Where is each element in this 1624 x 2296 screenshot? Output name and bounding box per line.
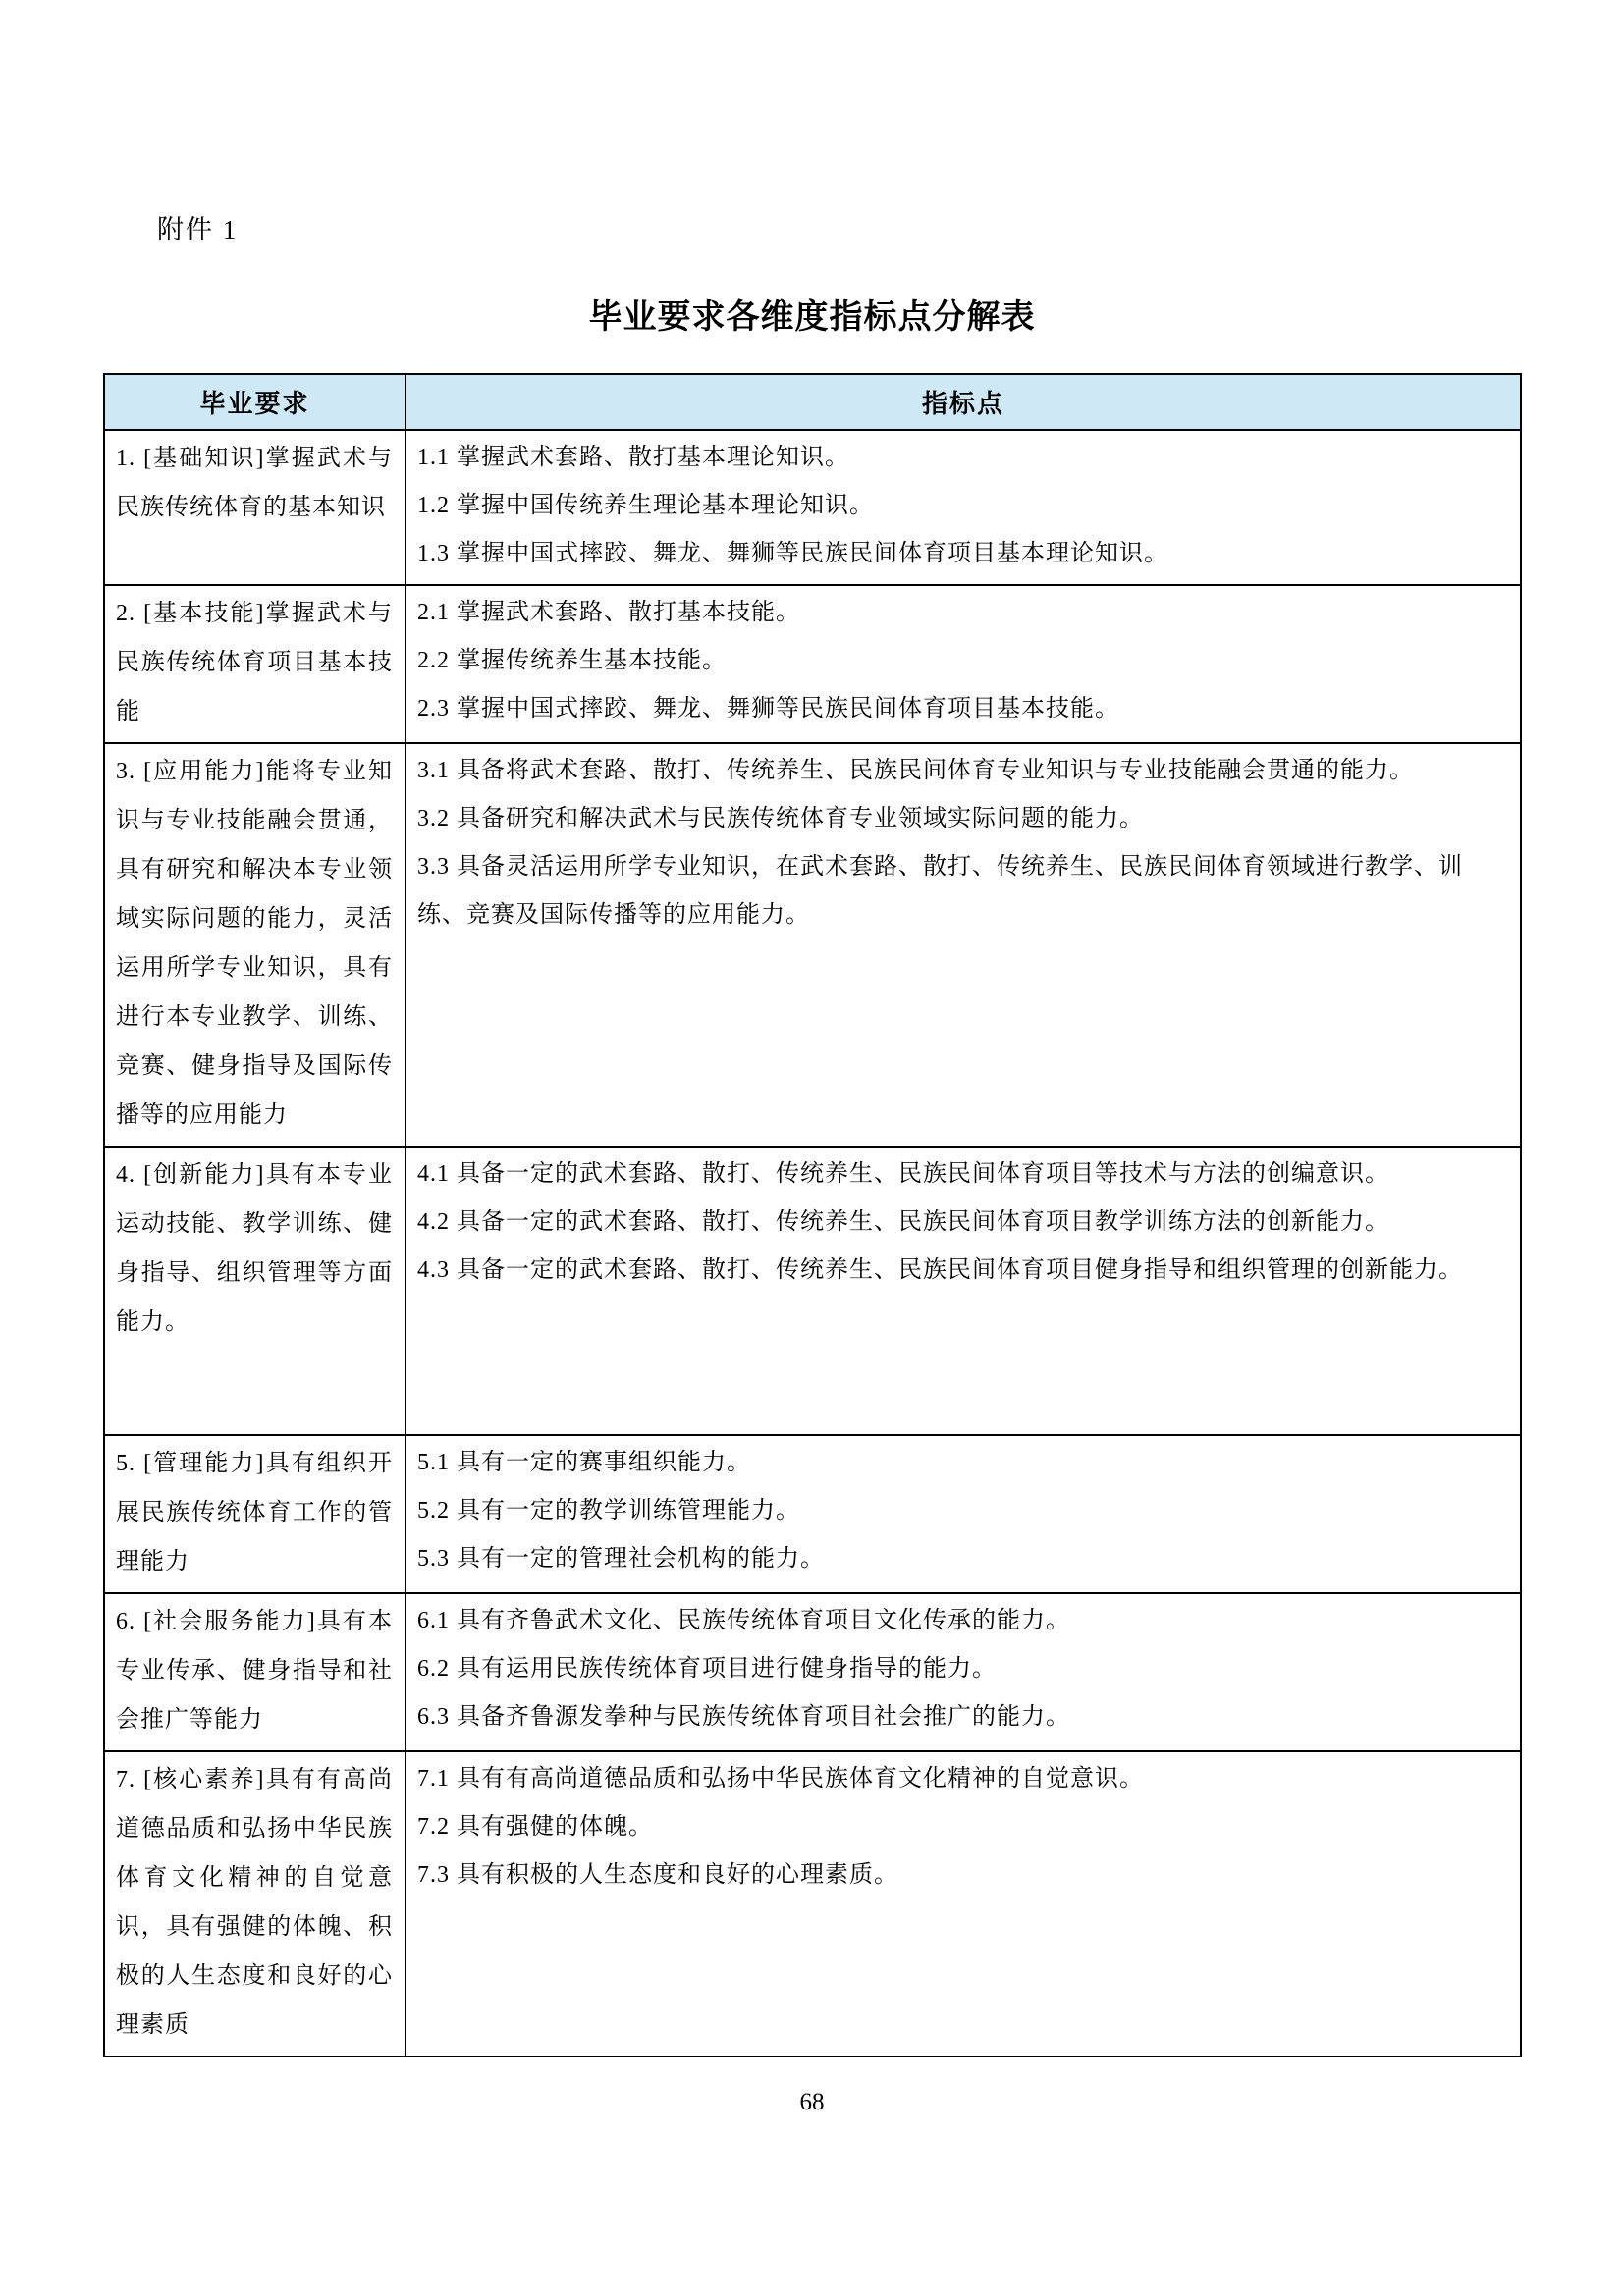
table-header-row: [104, 374, 1521, 430]
indicator-text: 1.2 掌握中国传统养生理论基本理论知识。: [417, 493, 874, 518]
indicator-text: 6.1 具有齐鲁武术文化、民族传统体育项目文化传承的能力。: [417, 1608, 1070, 1633]
requirement-cell: [104, 1147, 406, 1435]
indicator-text: 5.1 具有一定的赛事组织能力。: [417, 1450, 751, 1475]
indicator-text: 6.2 具有运用民族传统体育项目进行健身指导的能力。: [417, 1656, 997, 1682]
indicator-text: 4.2 具备一定的武术套路、散打、传统养生、民族民间体育项目教学训练方法的创新能力。: [417, 1209, 1389, 1235]
table-row: [104, 1751, 1521, 2056]
indicators-cell: [406, 1435, 1521, 1593]
attachment-label: 附件 1: [157, 215, 239, 244]
requirement-cell: [104, 430, 406, 585]
indicator-text: 2.2 掌握传统养生基本技能。: [417, 648, 727, 673]
table-row: [104, 1593, 1521, 1751]
indicator-text: 4.3 具备一定的武术套路、散打、传统养生、民族民间体育项目健身指导和组织管理的创新能力。: [417, 1257, 1463, 1283]
requirement-text: 7. [核心素养]具有有高尚道德品质和弘扬中华民族体育文化精神的自觉意识，具有强健的体魄、积极的人生态度和良好的心理素质: [116, 1767, 393, 2038]
requirement-cell: [104, 585, 406, 743]
indicator-text: 4.1 具备一定的武术套路、散打、传统养生、民族民间体育项目等技术与方法的创编意识。: [417, 1161, 1389, 1187]
indicator-text: 3.3 具备灵活运用所学专业知识，在武术套路、散打、传统养生、民族民间体育领域进行教学、训练、竞赛及国际传播等的应用能力。: [417, 854, 1463, 928]
requirement-text: 2. [基本技能]掌握武术与民族传统体育项目基本技能: [116, 601, 393, 724]
table-row: [104, 743, 1521, 1147]
indicator-text: 2.3 掌握中国式摔跤、舞龙、舞狮等民族民间体育项目基本技能。: [417, 696, 1119, 721]
requirement-text: 5. [管理能力]具有组织开展民族传统体育工作的管理能力: [116, 1451, 393, 1575]
table-row: [104, 1435, 1521, 1593]
page-number: 68: [799, 2089, 825, 2115]
requirement-cell: [104, 1751, 406, 2056]
column-header-indicators: 指标点: [406, 374, 1521, 430]
indicators-cell: [406, 1751, 1521, 2056]
indicator-text: 7.1 具有有高尚道德品质和弘扬中华民族体育文化精神的自觉意识。: [417, 1766, 1144, 1791]
indicators-cell: [406, 1593, 1521, 1751]
page-title: 毕业要求各维度指标点分解表: [588, 299, 1036, 336]
indicator-text: 1.3 掌握中国式摔跤、舞龙、舞狮等民族民间体育项目基本理论知识。: [417, 541, 1168, 566]
requirement-text: 6. [社会服务能力]具有本专业传承、健身指导和社会推广等能力: [116, 1609, 393, 1733]
indicators-cell: [406, 743, 1521, 1147]
indicator-text: 7.3 具有积极的人生态度和良好的心理素质。: [417, 1862, 898, 1888]
indicator-text: 6.3 具备齐鲁源发拳种与民族传统体育项目社会推广的能力。: [417, 1704, 1070, 1730]
indicator-text: 5.2 具有一定的教学训练管理能力。: [417, 1498, 800, 1523]
indicator-text: 3.2 具备研究和解决武术与民族传统体育专业领域实际问题的能力。: [417, 806, 1144, 831]
indicators-cell: [406, 585, 1521, 743]
requirement-cell: [104, 1435, 406, 1593]
requirement-text: 4. [创新能力]具有本专业运动技能、教学训练、健身指导、组织管理等方面能力。: [116, 1162, 393, 1335]
indicator-text: 1.1 掌握武术套路、散打基本理论知识。: [417, 445, 849, 470]
indicator-text: 5.3 具有一定的管理社会机构的能力。: [417, 1546, 825, 1572]
table-row: [104, 585, 1521, 743]
indicators-cell: [406, 430, 1521, 585]
requirement-text: 3. [应用能力]能将专业知识与专业技能融会贯通，具有研究和解决本专业领域实际问题的能力，灵活运用所学专业知识，具有进行本专业教学、训练、竞赛、健身指导及国际传播等的应用能力: [116, 759, 393, 1128]
indicators-cell: [406, 1147, 1521, 1435]
requirement-cell: [104, 1593, 406, 1751]
requirement-text: 1. [基础知识]掌握武术与民族传统体育的基本知识: [116, 446, 393, 520]
table-row: [104, 430, 1521, 585]
column-header-requirements: 毕业要求: [104, 374, 406, 430]
table-row: [104, 1147, 1521, 1435]
requirement-cell: [104, 743, 406, 1147]
indicator-text: 3.1 具备将武术套路、散打、传统养生、民族民间体育专业知识与专业技能融会贯通的能力。: [417, 758, 1414, 783]
indicator-text: 2.1 掌握武术套路、散打基本技能。: [417, 600, 800, 625]
indicator-text: 7.2 具有强健的体魄。: [417, 1814, 653, 1840]
requirements-table: [103, 373, 1522, 2057]
